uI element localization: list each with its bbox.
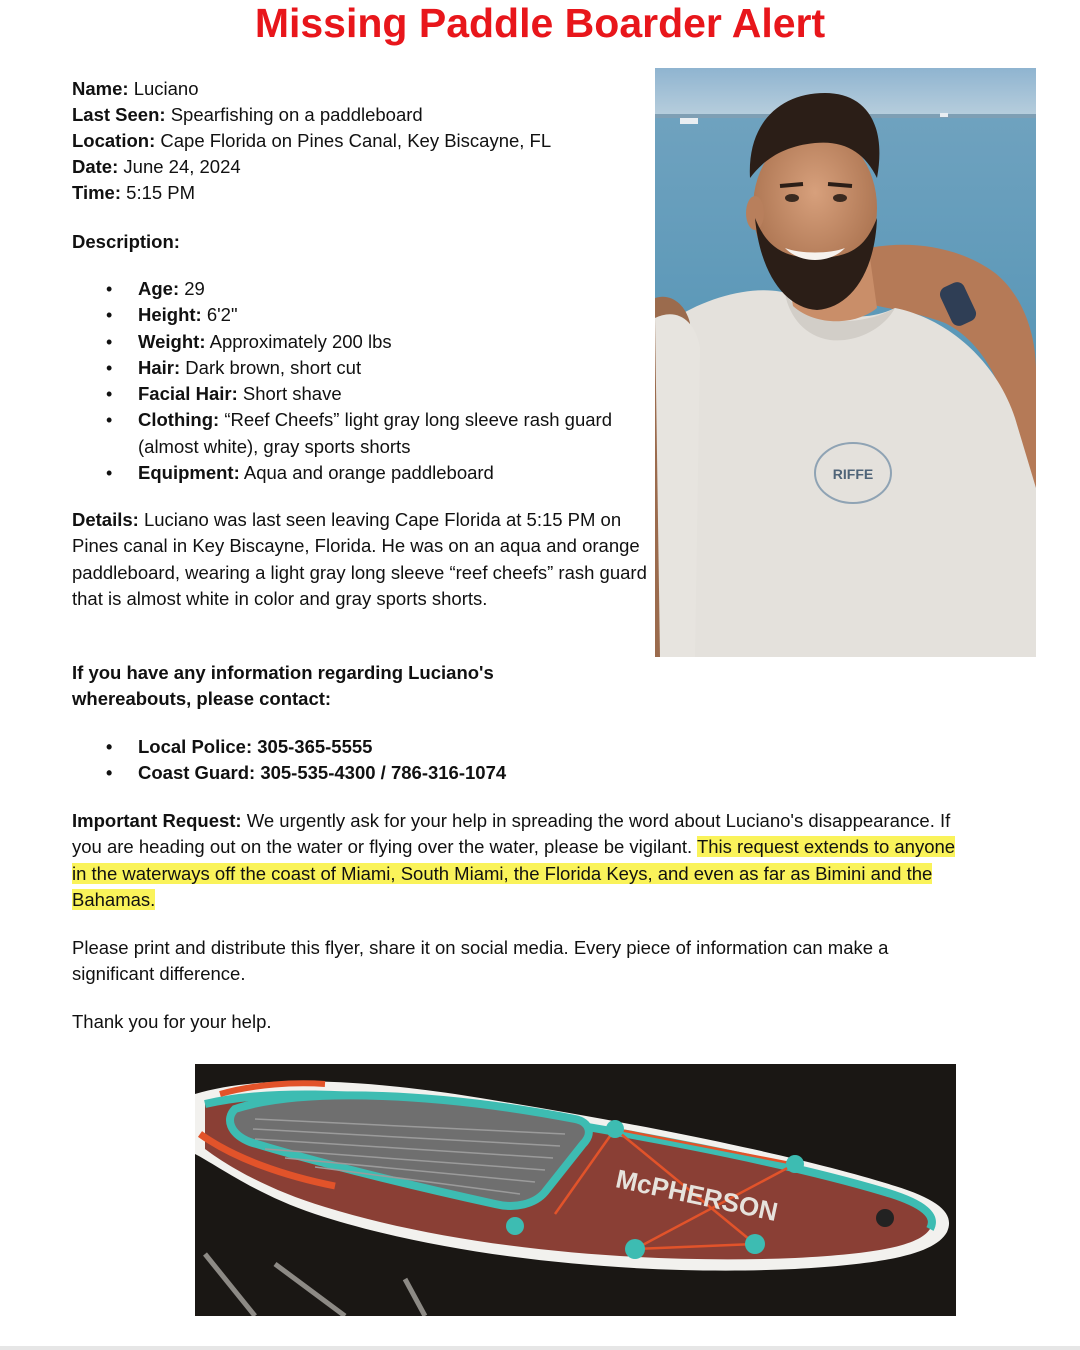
divider: [0, 1346, 1080, 1350]
contact-coast-guard: • Coast Guard: 305-535-4300 / 786-316-1074: [72, 760, 672, 786]
important-request: Important Request: We urgently ask for your help in spreading the word about Luciano's disappearance. If you are heading out on the water or flying over the water, please be vigilant. This request extends to anyone in the waterways off the coast of Miami, South Miami, the Florida Keys, and even as far as Bimini and the Bahamas.: [72, 810, 956, 910]
info-block: [72, 76, 642, 206]
contact-list: [72, 734, 672, 787]
details-paragraph: Details: Luciano was last seen leaving Cape Florida at 5:15 PM on Pines canal in Key Biscayne, Florida. He was on an aqua and orange paddleboard, wearing a light gray long sleeve “reef cheefs” rash guard that is almost white in color and gray sports shorts.: [72, 509, 647, 609]
description-list: [72, 276, 612, 486]
paddleboard-photo: [195, 1064, 956, 1316]
page-title: Missing Paddle Boarder Alert: [254, 0, 826, 46]
info-name: Name: Luciano: [72, 78, 199, 99]
list-item: • Hair: Dark brown, short cut: [72, 355, 612, 381]
info-time: Time: 5:15 PM: [72, 182, 196, 203]
info-location: Location: Cape Florida on Pines Canal, Key Biscayne, FL: [72, 130, 552, 151]
list-item: • Clothing: “Reef Cheefs” light gray long sleeve rash guard (almost white), gray sports shorts: [72, 407, 612, 460]
list-item: • Height: 6'2": [72, 302, 612, 328]
info-date: Date: June 24, 2024: [72, 156, 241, 177]
shirt-logo-text: RIFFE: [832, 466, 874, 482]
board-brand-text: McPHERSON: [613, 1163, 781, 1227]
thanks-text: Thank you for your help.: [72, 1011, 272, 1032]
highlighted-request: This request extends to anyone in the waterways off the coast of Miami, South Miami, the Florida Keys, and even as far as Bimini and the Bahamas.: [72, 836, 956, 910]
list-item: • Facial Hair: Short shave: [72, 381, 612, 407]
info-last-seen: Last Seen: Spearfishing on a paddleboard: [72, 104, 423, 125]
list-item: • Weight: Approximately 200 lbs: [72, 329, 612, 355]
print-request: Please print and distribute this flyer, share it on social media. Every piece of information can make a significant difference.: [72, 937, 889, 985]
list-item: • Age: 29: [72, 276, 612, 302]
description-heading: Description:: [72, 231, 180, 252]
contact-police: • Local Police: 305-365-5555: [72, 734, 672, 760]
missing-person-photo: [655, 68, 1036, 657]
list-item: • Equipment: Aqua and orange paddleboard: [72, 460, 612, 486]
contact-heading: If you have any information regarding Luciano's whereabouts, please contact:: [72, 662, 494, 710]
